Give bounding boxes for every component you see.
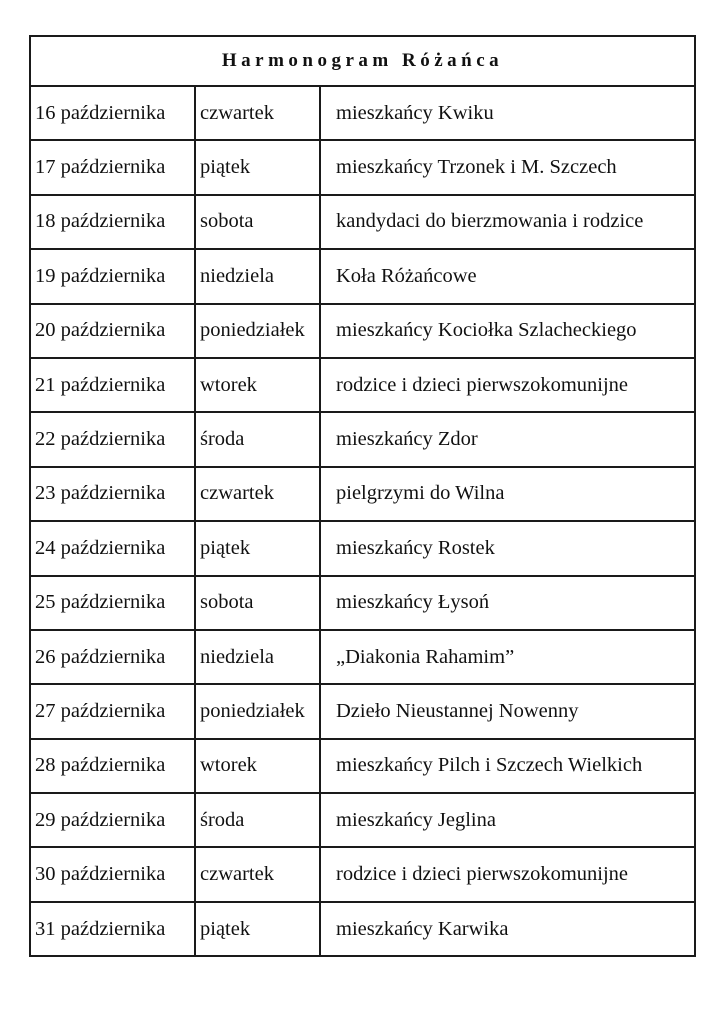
table-row bbox=[30, 467, 695, 521]
weekday-cell: piątek bbox=[195, 521, 320, 575]
weekday-cell: środa bbox=[195, 793, 320, 847]
table-row bbox=[30, 358, 695, 412]
table-row bbox=[30, 847, 695, 901]
schedule-title: Harmonogram Różańca bbox=[30, 36, 695, 86]
participants-cell: pielgrzymi do Wilna bbox=[320, 467, 695, 521]
date-cell: 21 października bbox=[30, 358, 195, 412]
date-cell: 17 października bbox=[30, 140, 195, 194]
table-row bbox=[30, 902, 695, 956]
weekday-cell: poniedziałek bbox=[195, 684, 320, 738]
weekday-cell: piątek bbox=[195, 902, 320, 956]
date-cell: 22 października bbox=[30, 412, 195, 466]
weekday-cell: wtorek bbox=[195, 739, 320, 793]
table-row bbox=[30, 86, 695, 140]
participants-cell: mieszkańcy Zdor bbox=[320, 412, 695, 466]
table-row bbox=[30, 684, 695, 738]
participants-cell: mieszkańcy Pilch i Szczech Wielkich bbox=[320, 739, 695, 793]
table-row bbox=[30, 195, 695, 249]
date-cell: 25 października bbox=[30, 576, 195, 630]
participants-cell: mieszkańcy Kociołka Szlacheckiego bbox=[320, 304, 695, 358]
date-cell: 29 października bbox=[30, 793, 195, 847]
date-cell: 26 października bbox=[30, 630, 195, 684]
table-row bbox=[30, 304, 695, 358]
weekday-cell: środa bbox=[195, 412, 320, 466]
participants-cell: „Diakonia Rahamim” bbox=[320, 630, 695, 684]
table-row bbox=[30, 739, 695, 793]
weekday-cell: czwartek bbox=[195, 86, 320, 140]
table-row bbox=[30, 412, 695, 466]
participants-cell: rodzice i dzieci pierwszokomunijne bbox=[320, 358, 695, 412]
date-cell: 24 października bbox=[30, 521, 195, 575]
date-cell: 16 października bbox=[30, 86, 195, 140]
participants-cell: rodzice i dzieci pierwszokomunijne bbox=[320, 847, 695, 901]
weekday-cell: piątek bbox=[195, 140, 320, 194]
weekday-cell: sobota bbox=[195, 576, 320, 630]
date-cell: 19 października bbox=[30, 249, 195, 303]
table-row bbox=[30, 521, 695, 575]
table-row bbox=[30, 630, 695, 684]
participants-cell: Dzieło Nieustannej Nowenny bbox=[320, 684, 695, 738]
weekday-cell: poniedziałek bbox=[195, 304, 320, 358]
table-row bbox=[30, 793, 695, 847]
weekday-cell: czwartek bbox=[195, 467, 320, 521]
participants-cell: mieszkańcy Kwiku bbox=[320, 86, 695, 140]
participants-cell: mieszkańcy Trzonek i M. Szczech bbox=[320, 140, 695, 194]
weekday-cell: sobota bbox=[195, 195, 320, 249]
date-cell: 27 października bbox=[30, 684, 195, 738]
participants-cell: mieszkańcy Łysoń bbox=[320, 576, 695, 630]
participants-cell: Koła Różańcowe bbox=[320, 249, 695, 303]
participants-cell: mieszkańcy Rostek bbox=[320, 521, 695, 575]
participants-cell: kandydaci do bierzmowania i rodzice bbox=[320, 195, 695, 249]
table-row bbox=[30, 576, 695, 630]
weekday-cell: niedziela bbox=[195, 630, 320, 684]
date-cell: 18 października bbox=[30, 195, 195, 249]
table-header-row bbox=[30, 36, 695, 86]
participants-cell: mieszkańcy Karwika bbox=[320, 902, 695, 956]
date-cell: 20 października bbox=[30, 304, 195, 358]
weekday-cell: wtorek bbox=[195, 358, 320, 412]
date-cell: 28 października bbox=[30, 739, 195, 793]
weekday-cell: czwartek bbox=[195, 847, 320, 901]
table-row bbox=[30, 140, 695, 194]
date-cell: 30 października bbox=[30, 847, 195, 901]
participants-cell: mieszkańcy Jeglina bbox=[320, 793, 695, 847]
table-row bbox=[30, 249, 695, 303]
rosary-schedule-table bbox=[29, 35, 696, 957]
weekday-cell: niedziela bbox=[195, 249, 320, 303]
schedule-rows bbox=[30, 86, 695, 956]
date-cell: 23 października bbox=[30, 467, 195, 521]
date-cell: 31 października bbox=[30, 902, 195, 956]
